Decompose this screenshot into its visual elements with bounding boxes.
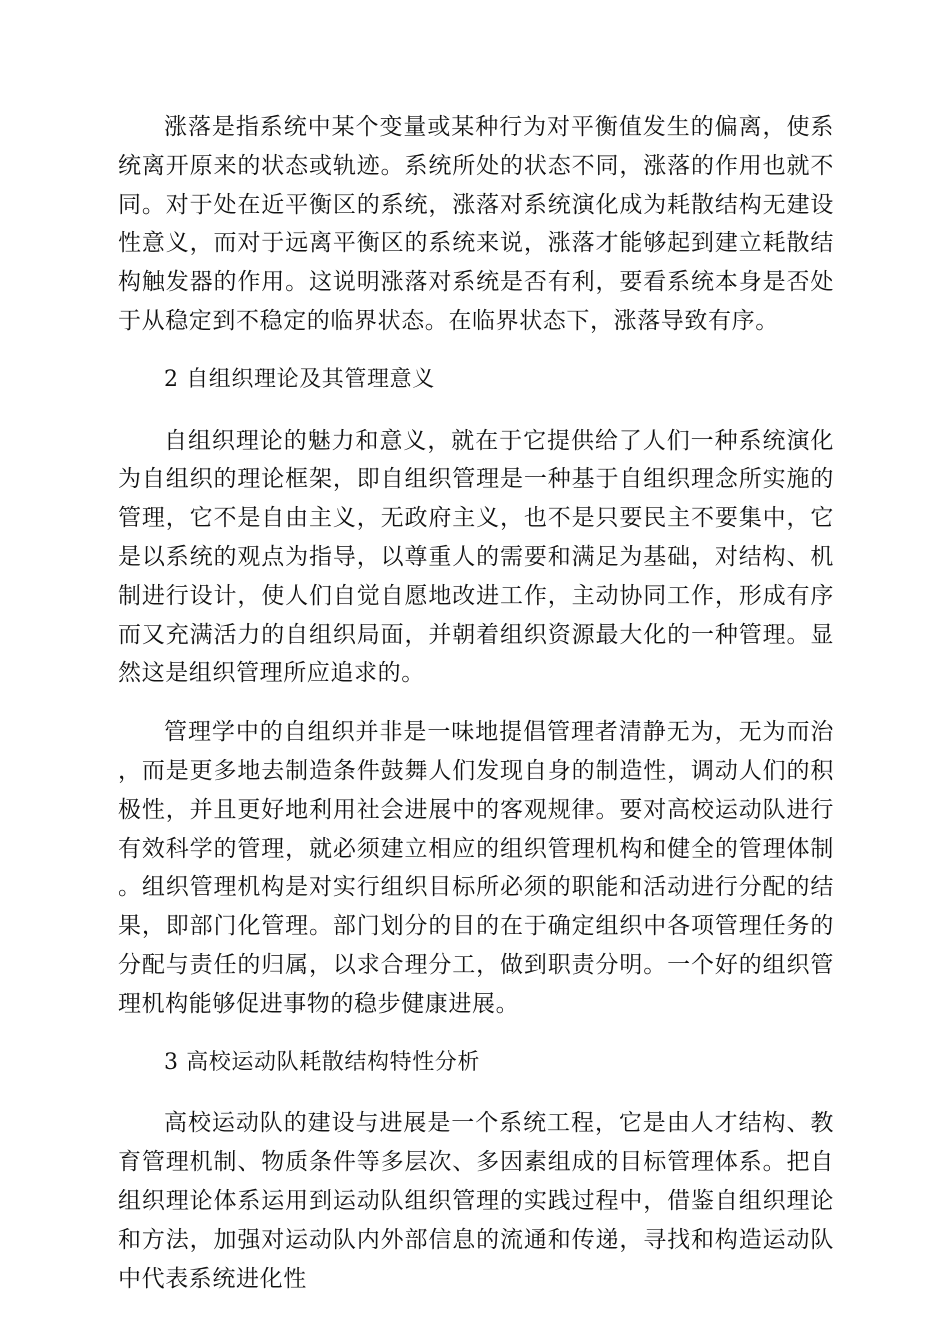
paragraph-fluctuation: 涨落是指系统中某个变量或某种行为对平衡值发生的偏离，使系统离开原来的状态或轨迹。系统所处的状态不同，涨落的作用也就不同。对于处在近平衡区的系统，涨落对系统演化成为耗散结构无建设性意义，而对于远离平衡区的系统来说，涨落才能够起到建立耗散结构触发器的作用。这说明涨落对系统是否有利，要看系统本身是否处于从稳定到不稳定的临界状态。在临界状态下，涨落导致有序。: [118, 114, 834, 334]
paragraph-self-organization-theory: 自组织理论的魅力和意义，就在于它提供给了人们一种系统演化为自组织的理论框架，即自组织管理是一种基于自组织理念所实施的管理，它不是自由主义，无政府主义，也不是只要民主不要集中，它是以系统的观点为指导，以尊重人的需要和满足为基础，对结构、机制进行设计，使人们自觉自愿地改进工作，主动协同工作，形成有序而又充满活力的自组织局面，并朝着组织资源最大化的一种管理。显然这是组织管理所应追求的。: [118, 427, 834, 687]
paragraph-sports-team-system: 高校运动队的建设与进展是一个系统工程，它是由人才结构、教育管理机制、物质条件等多层次、多因素组成的目标管理体系。把自组织理论体系运用到运动队组织管理的实践过程中，借鉴自组织理论和方法，加强对运动队内外部信息的流通和传递，寻找和构造运动队中代表系统进化性: [118, 1110, 834, 1292]
document-page: [118, 108, 834, 1318]
paragraph-management-self-organization: 管理学中的自组织并非是一味地提倡管理者清静无为，无为而治，而是更多地去制造条件鼓舞人们发现自身的制造性，调动人们的积极性，并且更好地利用社会进展中的客观规律。要对高校运动队进行有效科学的管理，就必须建立相应的组织管理机构和健全的管理体制。组织管理机构是对实行组织目标所必须的职能和活动进行分配的结果，即部门化管理。部门划分的目的在于确定组织中各项管理任务的分配与责任的归属，以求合理分工，做到职责分明。一个好的组织管理机构能够促进事物的稳步健康进展。: [118, 719, 834, 1017]
section-heading-2: 2 自组织理论及其管理意义: [164, 366, 435, 392]
section-heading-3: 3 高校运动队耗散结构特性分析: [164, 1049, 480, 1075]
